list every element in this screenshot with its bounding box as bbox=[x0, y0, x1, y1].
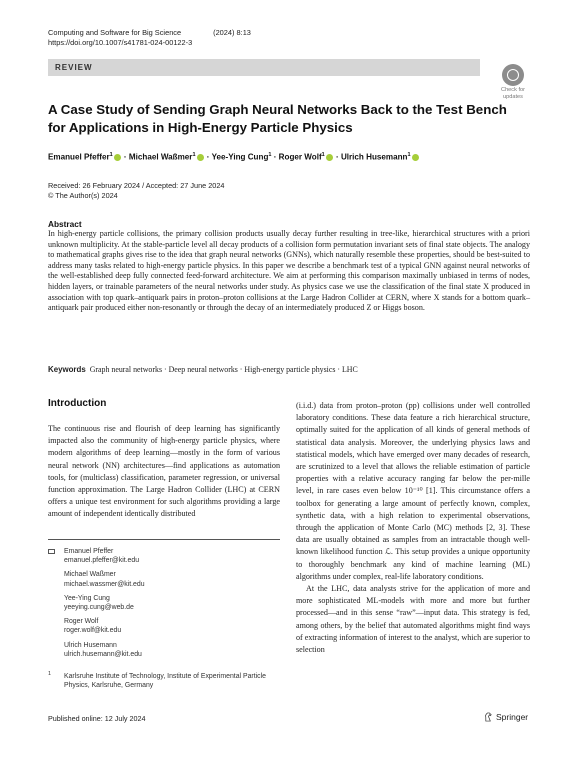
article-title: A Case Study of Sending Graph Neural Networks Back to the Test Bench for Applications in High-Energy Particle Physics bbox=[48, 102, 507, 135]
orcid-icon[interactable] bbox=[197, 154, 204, 161]
contact-name: Michael Waßmer bbox=[64, 571, 116, 579]
footnote-divider bbox=[48, 539, 280, 540]
contact-name: Roger Wolf bbox=[64, 618, 99, 626]
paragraph: (i.i.d.) data from proton–proton (pp) collisions under well controlled laboratory conditions. These data feature a rich hierarchical structure, optimally suited for the application of all kinds of general methods of statistical data analysis. Moreover, the underlying physics laws and statistical models, which have emerged over many decades of research, are scrutinized to a level that allows the reliable estimation of particle properties with a relative accuracy ranging far below the per-mille level, in rare cases even below 10⁻¹⁰ [1]. This circumstance offers a toolbox for generating a large amount of perfectly known, complex, synthetic data, with a high relation to experimental observations, through the application of Monte Carlo (MC) methods [2, 3]. These data are usually obtained as samples from an intractable though well-known likelihood function ℒ. This setup provides a unique opportunity to thoroughly benchmark any kind of machine learning (ML) algorithms under complex, real-life laboratory conditions. bbox=[296, 401, 530, 581]
keywords-label: Keywords bbox=[48, 365, 86, 374]
abstract-text: In high-energy particle collisions, the primary collision products usually decay further resulting in tree-like, hierarchical structures with a priori unknown multiplicity. At the stable-particle level all decay products of a collision form permutation invariant sets of final state objects. The analogy to mathematical graphs gives rise to the idea that graph neural networks (GNNs), which naturally resemble these properties, should be best-suited to address many tasks related to high-energy particle physics. In this paper we describe a benchmark test of a typical GNN against neural networks of the well-established deep fully connected feed-forward architecture. We aim at performing this comparison maximally unbiased in terms of nodes, hidden layers, or trainable parameters of the neural networks under study. As physics case we use the classification of the final state X produced in association with top quark–antiquark pairs in proton–proton collisions at the Large Hadron Collider at CERN, where X stands for a bottom quark–antiquark pair produced either non-resonantly or through the decay of an intermediately produced Z or Higgs boson. bbox=[48, 229, 530, 313]
contact-email[interactable]: yeeying.cung@web.de bbox=[64, 604, 134, 612]
paragraph: The continuous rise and flourish of deep learning has significantly impacted also the community of high-energy particle physics, where modern algorithms of deep learning—mostly in the form of various neural network (NN) architectures—find applications as automation tools, for (multiclass) classification, parameter regression, or universal function approximation. The Large Hadron Collider (LHC) at CERN offers a unique test environment for such algorithms providing a large amount of independent identically distributed bbox=[48, 424, 280, 519]
check-for-updates-badge[interactable] bbox=[498, 64, 528, 101]
journal-name: Computing and Software for Big Science bbox=[48, 28, 182, 37]
paragraph: At the LHC, data analysts strive for the application of more and more sophisticated ML-models with more and more but further processed—and in this sense “raw”—input data. This strategy is fed, among others, by the belief that automated algorithms might find ways of extracting information of interest to the analyst, which are superior to selection bbox=[296, 584, 530, 655]
keywords bbox=[48, 365, 358, 374]
orcid-icon[interactable] bbox=[114, 154, 121, 161]
publisher-logo bbox=[484, 712, 528, 722]
author-name: Yee-Ying Cung bbox=[211, 152, 269, 162]
springer-horse-icon bbox=[484, 712, 493, 722]
introduction-heading: Introduction bbox=[48, 398, 107, 409]
contact-entry bbox=[64, 570, 280, 588]
affiliation-number: 1 bbox=[48, 671, 52, 677]
author-name: Emanuel Pfeffer bbox=[48, 152, 110, 162]
article-type: REVIEW bbox=[55, 63, 93, 72]
contact-entry bbox=[64, 641, 280, 659]
contact-email[interactable]: ulrich.husemann@kit.edu bbox=[64, 650, 142, 658]
author-contacts bbox=[48, 547, 280, 664]
article-type-bar bbox=[48, 59, 480, 76]
author-name: Ulrich Husemann bbox=[340, 152, 408, 162]
publisher-name: Springer bbox=[496, 712, 529, 722]
contact-entry bbox=[64, 594, 280, 612]
article-dates bbox=[48, 181, 224, 201]
contact-name: Emanuel Pfeffer bbox=[64, 548, 114, 555]
contact-email[interactable]: emanuel.pfeffer@kit.edu bbox=[64, 557, 140, 565]
contact-email[interactable]: michael.wassmer@kit.edu bbox=[64, 580, 145, 588]
keywords-text: Graph neural networks · Deep neural networks · High-energy particle physics · LHC bbox=[89, 365, 358, 374]
doi-link[interactable]: https://doi.org/10.1007/s41781-024-00122-3 bbox=[48, 38, 193, 47]
badge-label-1: Check for bbox=[501, 87, 525, 93]
orcid-icon[interactable] bbox=[412, 154, 419, 161]
contact-entry bbox=[64, 617, 280, 635]
badge-label-2: updates bbox=[503, 94, 523, 101]
copyright: © The Author(s) 2024 bbox=[48, 191, 118, 200]
contact-entry bbox=[64, 547, 280, 565]
contact-email[interactable]: roger.wolf@kit.edu bbox=[64, 627, 122, 635]
contact-name: Ulrich Husemann bbox=[64, 641, 117, 649]
running-header bbox=[48, 28, 251, 48]
citation: (2024) 8:13 bbox=[213, 28, 251, 37]
author-list: Emanuel Pfeffer$^1$ · Michael Waßmer$^1$ · Yee-Ying Cung$^1$ · Roger Wolf$^1$ · Ulrich Husemann$^1$ bbox=[48, 152, 548, 162]
published-date: Published online: 12 July 2024 bbox=[48, 714, 146, 723]
author-name: Roger Wolf bbox=[278, 152, 322, 162]
envelope-icon bbox=[48, 549, 55, 554]
check-updates-icon bbox=[502, 64, 524, 86]
affiliation-text: Karlsruhe Institute of Technology, Institute of Experimental Particle Physics, Karlsruhe, Germany bbox=[64, 673, 266, 690]
orcid-icon[interactable] bbox=[326, 154, 333, 161]
contact-name: Yee-Ying Cung bbox=[64, 594, 110, 602]
abstract-heading: Abstract bbox=[48, 219, 82, 229]
author-name: Michael Waßmer bbox=[128, 152, 193, 162]
received-accepted: Received: 26 February 2024 / Accepted: 27 June 2024 bbox=[48, 181, 225, 190]
right-column-text bbox=[296, 400, 530, 656]
left-column-text bbox=[48, 423, 280, 521]
affiliation bbox=[48, 672, 280, 690]
